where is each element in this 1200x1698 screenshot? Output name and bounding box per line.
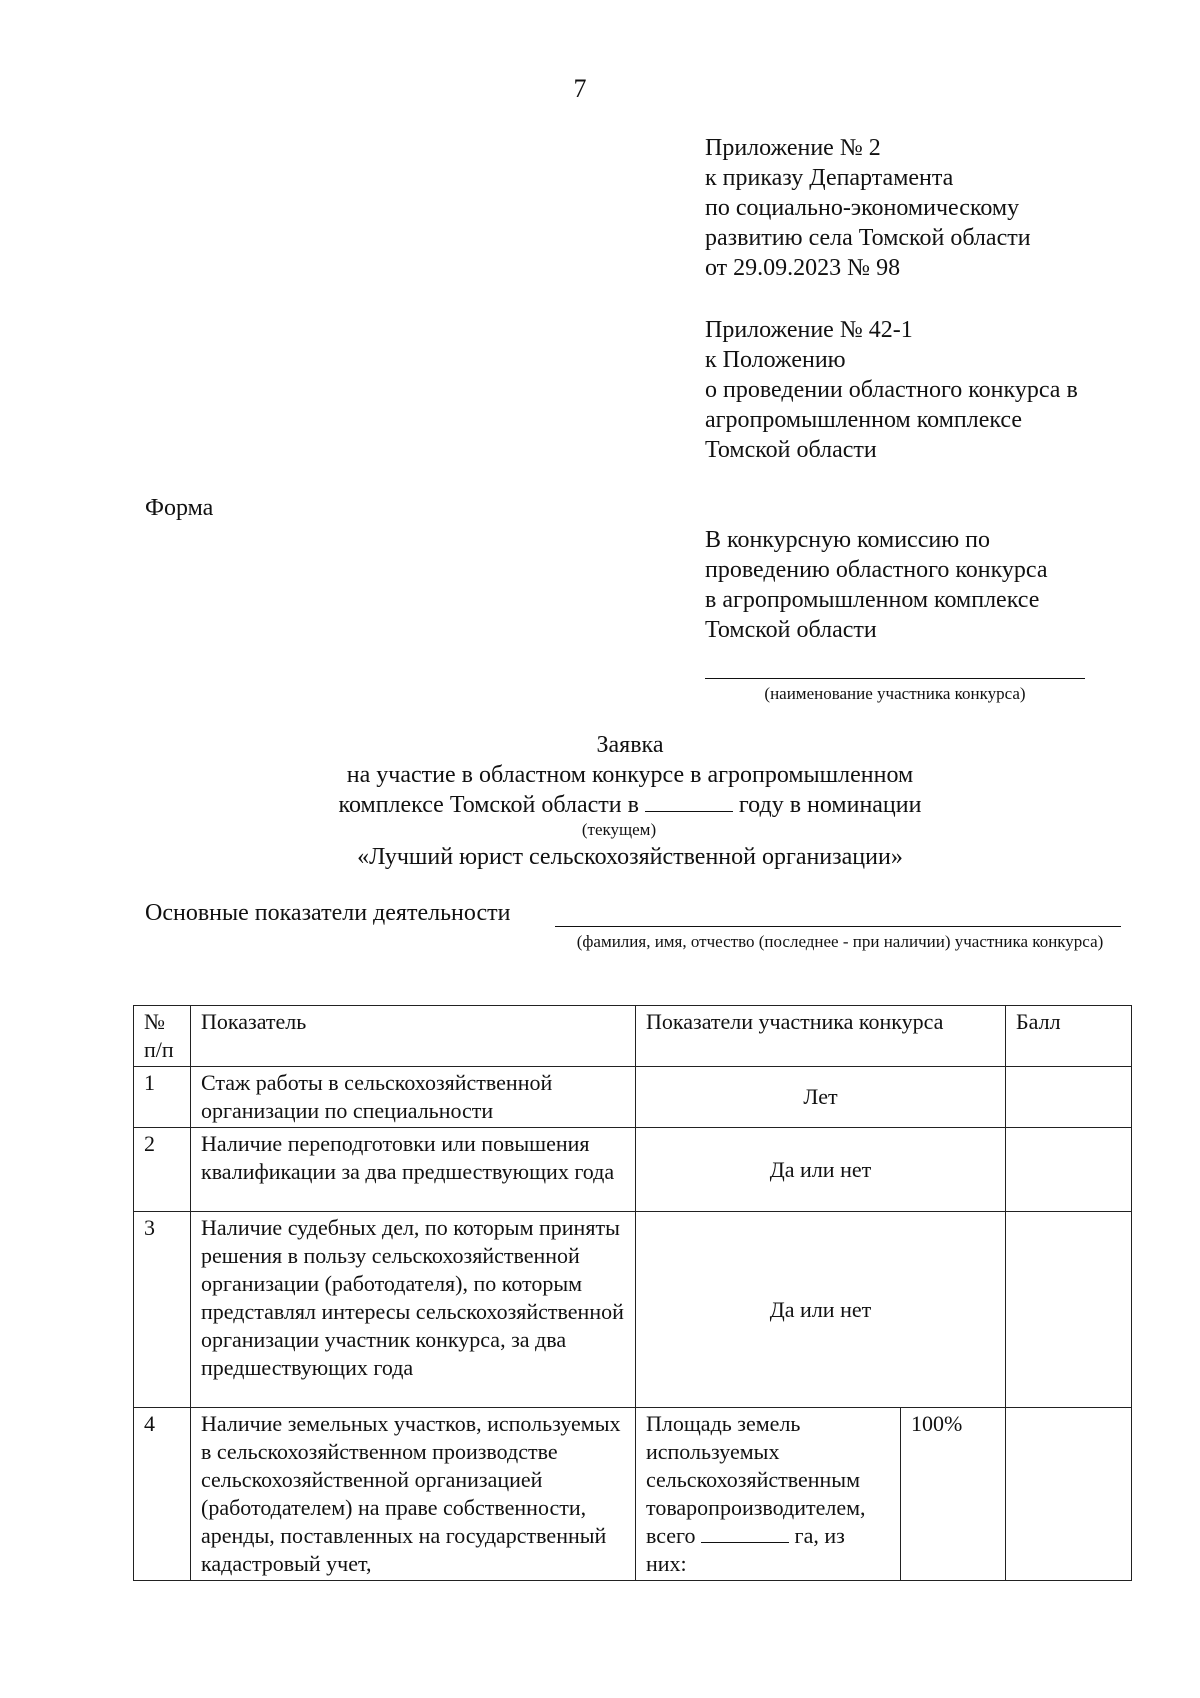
appendix-line: развитию села Томской области [705,225,1031,251]
land-area-unit: га, из них: [646,1523,845,1576]
indicators-table [133,1005,1132,1581]
row-num: 3 [134,1212,191,1408]
addressee-line: в агропромышленном комплексе [705,587,1040,613]
appendix-line: агропромышленном комплексе [705,407,1023,433]
addressee-line: В конкурсную комиссию по [705,527,990,553]
nomination-title: «Лучший юрист сельскохозяйственной организации» [357,844,903,870]
participant-fio-caption: (фамилия, имя, отчество (последнее - при наличии) участника конкурса) [576,932,1104,951]
addressee-block [705,525,1048,645]
row-score-cell[interactable] [1006,1212,1132,1408]
addressee-line: проведению областного конкурса [705,557,1048,583]
application-year-line [0,790,1200,820]
row-num: 4 [134,1408,191,1581]
header-participant: Показатели участника конкурса [636,1006,1006,1067]
row-indicator: Наличие переподготовки или повышения квалификации за два предшествующих года [191,1128,636,1212]
row-num: 1 [134,1067,191,1128]
row-num: 2 [134,1128,191,1212]
row-indicator: Стаж работы в сельскохозяйственной организации по специальности [191,1067,636,1128]
table-row [134,1067,1132,1128]
row-score-cell[interactable] [1006,1408,1132,1581]
addressee-line: Томской области [705,617,877,643]
row-score-cell[interactable] [1006,1128,1132,1212]
appendix-2-header [705,133,1031,283]
current-year-caption: (текущем) [581,820,657,839]
land-area-text: Площадь земель используемых сельскохозяйственным товаропроизводителем, всего [646,1411,866,1548]
participant-fio-line [555,926,1121,927]
table-row [134,1212,1132,1408]
row-indicator: Наличие судебных дел, по которым приняты решения в пользу сельскохозяйственной организации (работодателя), по которым представлял интересы сельскохозяйственной организации участник конкурса, за два предшествующих года [191,1212,636,1408]
participant-name-line [705,678,1085,679]
participant-name-caption: (наименование участника конкурса) [764,684,1026,703]
page-number: 7 [573,74,587,103]
form-label: Форма [145,495,214,521]
appendix-line: по социально-экономическому [705,195,1020,221]
appendix-line: Приложение № 2 [705,135,881,161]
header-score: Балл [1006,1006,1132,1067]
row-value: Лет [636,1067,1006,1128]
appendix-line: Томской области [705,437,877,463]
application-title: Заявка [596,732,664,758]
land-area-blank[interactable] [701,1524,789,1543]
year-line-text-b: году в номинации [738,792,922,818]
header-num: № п/п [134,1006,191,1067]
row-value-land [636,1408,901,1581]
row-percent: 100% [901,1408,1006,1581]
row-value: Да или нет [636,1212,1006,1408]
appendix-42-1-header [705,315,1078,465]
table-header-row [134,1006,1132,1067]
appendix-line: от 29.09.2023 № 98 [705,255,901,281]
row-score-cell[interactable] [1006,1067,1132,1128]
appendix-line: Приложение № 42-1 [705,317,913,343]
row-indicator: Наличие земельных участков, используемых в сельскохозяйственном производстве сельскохозяйственной организацией (работодателем) на праве собственности, аренды, поставленных на государственный кадастровый учет, [191,1408,636,1581]
indicators-label: Основные показатели деятельности [145,900,511,926]
application-subtitle: на участие в областном конкурсе в агропромышленном [346,762,914,788]
year-blank [645,791,733,812]
appendix-line: к приказу Департамента [705,165,954,191]
row-value: Да или нет [636,1128,1006,1212]
year-line-text-a: комплексе Томской области в [338,792,639,818]
table-row [134,1128,1132,1212]
table-row [134,1408,1132,1581]
appendix-line: о проведении областного конкурса в [705,377,1078,403]
appendix-line: к Положению [705,347,846,373]
header-indicator: Показатель [191,1006,636,1067]
